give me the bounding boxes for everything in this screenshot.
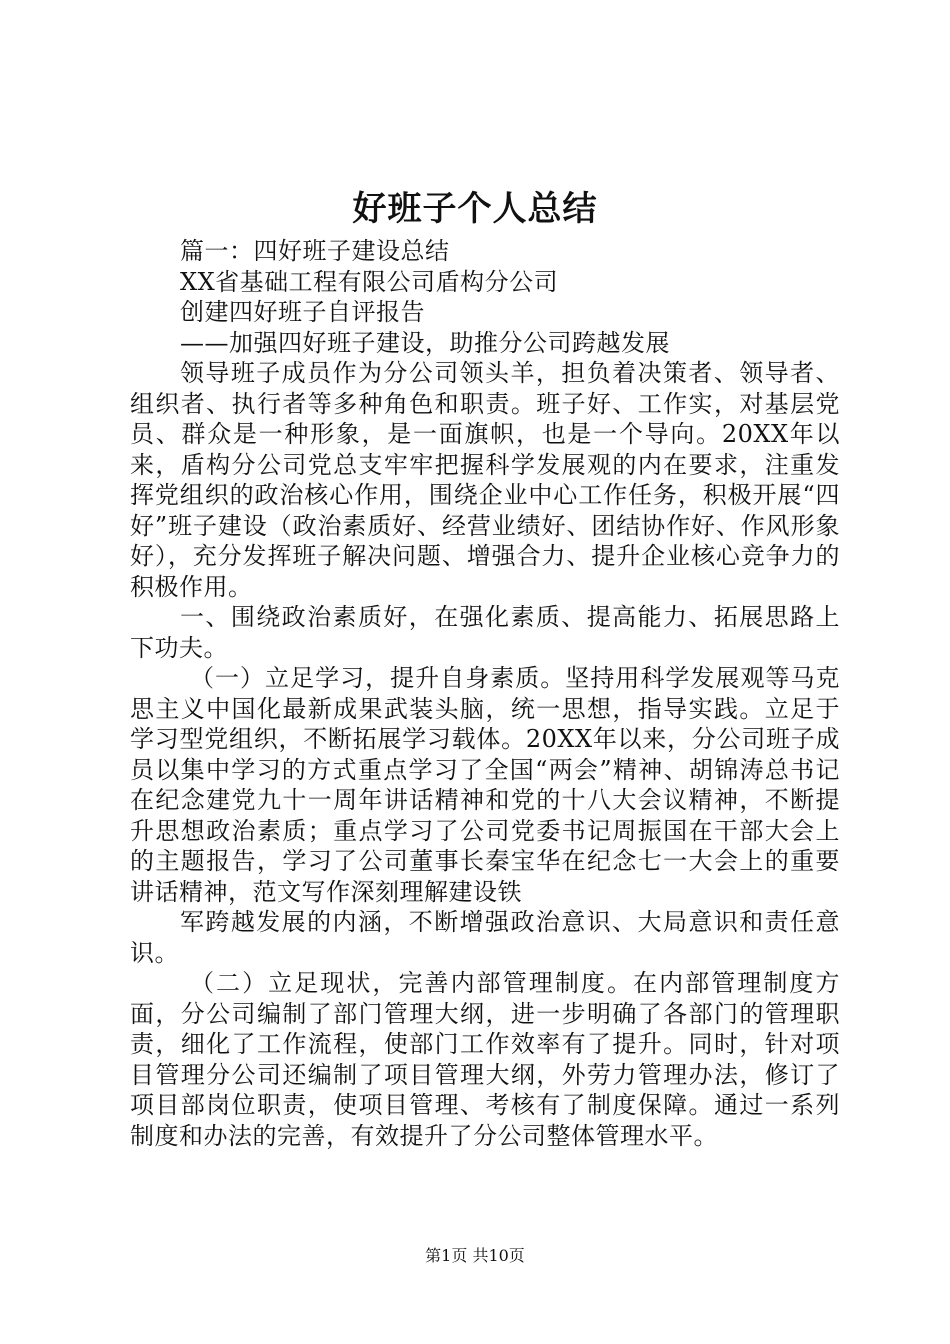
document-body (130, 236, 840, 1151)
paragraph-subtitle: ——加强四好班子建设，助推分公司跨越发展 (180, 328, 670, 357)
paragraph-section-1-2: （二）立足现状，完善内部管理制度。在内部管理制度方面，分公司编制了部门管理大纲，进一步明确了各部门的管理职责，细化了工作流程，使部门工作效率有了提升。同时，针对项目管理分公司还编制了项目管理大纲，外劳力管理办法，修订了项目部岗位职责，使项目管理、考核有了制度保障。通过一系列制度和办法的完善，有效提升了分公司整体管理水平。 (130, 969, 840, 1150)
paragraph-section-1-1: （一）立足学习，提升自身素质。坚持用科学发展观等马克思主义中国化最新成果武装头脑，统一思想，指导实践。立足于学习型党组织，不断拓展学习载体。20XX年以来，分公司班子成员以集中学习的方式重点学习了全国“两会”精神、胡锦涛总书记在纪念建党九十一周年讲话精神和党的十八大会议精神，不断提升思想政治素质；重点学习了公司党委书记周振国在干部大会上的主题报告，学习了公司董事长秦宝华在纪念七一大会上的重要讲话精神，范文写作深刻理解建设铁 (130, 664, 840, 906)
paragraph-report-title: 创建四好班子自评报告 (180, 298, 425, 326)
paragraph-section-1: 一、围绕政治素质好，在强化素质、提高能力、拓展思路上下功夫。 (130, 603, 840, 662)
page-footer: 第1页 共10页 (425, 1246, 525, 1265)
paragraph-continuation: 军跨越发展的内涵，不断增强政治意识、大局意识和责任意识。 (130, 908, 840, 967)
paragraph-heading-1: 篇一：四好班子建设总结 (180, 237, 450, 265)
paragraph-intro: 领导班子成员作为分公司领头羊，担负着决策者、领导者、组织者、执行者等多种角色和职责。班子好、工作实，对基层党员、群众是一种形象，是一面旗帜，也是一个导向。20XX年以来，盾构分公司党总支牢牢把握科学发展观的内在要求，注重发挥党组织的政治核心作用，围绕企业中心工作任务，积极开展“四好”班子建设（政治素质好、经营业绩好、团结协作好、作风形象好），充分发挥班子解决问题、增强合力、提升企业核心竞争力的积极作用。 (130, 359, 840, 601)
paragraph-company: XX省基础工程有限公司盾构分公司 (180, 267, 559, 296)
document-title: 好班子个人总结 (352, 189, 598, 229)
